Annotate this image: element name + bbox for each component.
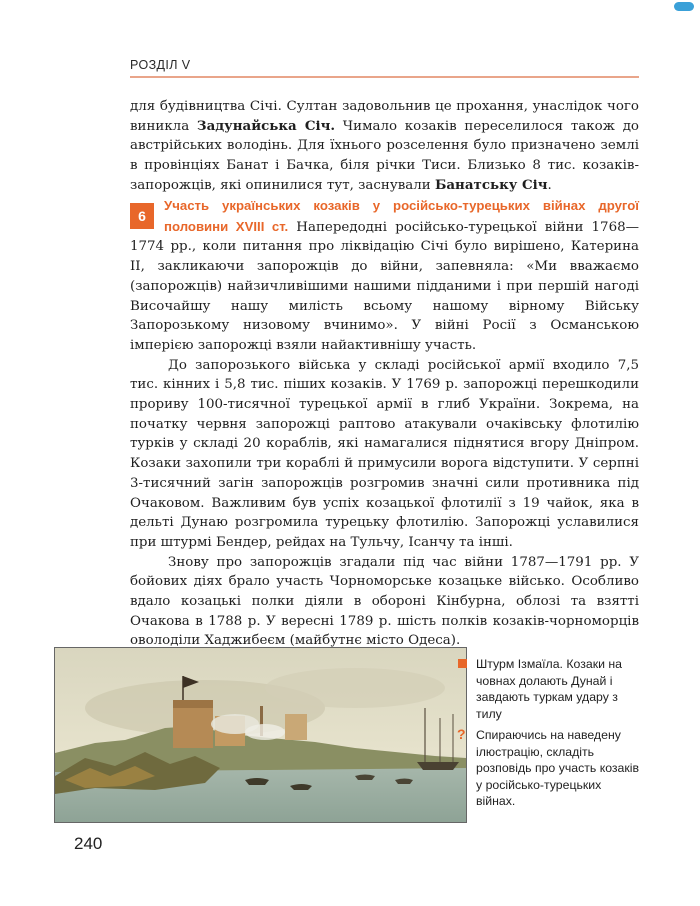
corner-tab xyxy=(674,2,694,11)
section-paragraph: Напередодні російсько-турецької війни 1768—1774 рр., коли питання про ліквідацію Січі було вирішено, Катерина ІІ, закликаючи запорожців до війни, запевняла: «Ми вважаємо (запорожців) найзичливішими нашими підданими і при першій нагоді Височайшу нашу милість всьому нашому вірному Війську Запорозькому низовому вчинимо». У війні Росії з Османською імперією запорожці взяли найактивнішу участь. xyxy=(130,219,639,353)
section-paragraph: До запорозького війська у складі російської армії входило 7,5 тис. кінних і 5,8 тис. піших козаків. У 1769 р. запорожці перешкодили прориву 100-тисячної турецької армії в глиб України. Зокрема, на початку червня запорожці раптово атакували очаківську флотилію турків у складі 20 кораблів, які намагалися піднятися вгору Дніпром. Козаки захопили три кораблі й примусили ворога відступити. У серпні 3-тисячний загін запорожців розгромив значні сили противника під Очаковом. Важливим був успіх козацької флотилії з 19 чайок, яка в дельті Дунаю розгромила турецьку флотилію. Запорожці уславилися при штурмі Бендер, рейдах на Тульчу, Ісанчу та інші. xyxy=(130,357,639,550)
figure-caption xyxy=(476,656,644,722)
paragraph-text: Чимало козаків переселилося також до австрійських володінь. Для їхнього розселення було призначено землі в провінціях Банат і Бачка, біля річки Тиси. Близько 8 тис. козаків-запорожців, які опинилися тут, заснували xyxy=(130,118,639,193)
section-6 xyxy=(130,196,639,651)
section-paragraph: Знову про запорожців згадали під час війни 1787—1791 рр. У бойових діях брало участь Чорноморське козацьке військо. Особливо вдало козацькі полки діяли в обороні Кінбурна, облозі та взятті Очакова в 1788 р. У вересні 1789 р. шість полків козаків-чорноморців оволоділи Хаджибеєм (майбутнє місто Одеса). xyxy=(130,554,639,649)
figure-question-text: Спираючись на наведену ілюстрацію, складіть розповідь про участь козаків у російсько-турецьких війнах. xyxy=(476,728,640,809)
header-rule xyxy=(130,76,639,78)
paragraph-text: . xyxy=(547,177,552,193)
section-title: Участь українських козаків у російсько-турецьких війнах другої половини XVIII ст. xyxy=(164,198,639,234)
figure-caption-text: Штурм Ізмаїла. Козаки на човнах долають Дунай і завдають туркам удару з тилу xyxy=(476,657,623,721)
paragraph-text: для будівництва Січі. Султан задовольнив це прохання, унаслідок чого виникла xyxy=(130,99,639,134)
illustration-storming-izmail xyxy=(54,647,467,823)
paragraph-continued xyxy=(130,97,639,196)
question-mark-icon: ? xyxy=(457,726,466,742)
term-banatska-sich: Банатську Січ xyxy=(434,176,548,193)
term-zadunaiska-sich: Задунайська Січ. xyxy=(196,117,336,134)
figure-question xyxy=(457,726,644,810)
section-number-badge: 6 xyxy=(130,203,154,229)
section-header: РОЗДІЛ V xyxy=(130,58,191,72)
square-bullet-icon xyxy=(458,659,467,668)
page-number: 240 xyxy=(74,834,103,853)
